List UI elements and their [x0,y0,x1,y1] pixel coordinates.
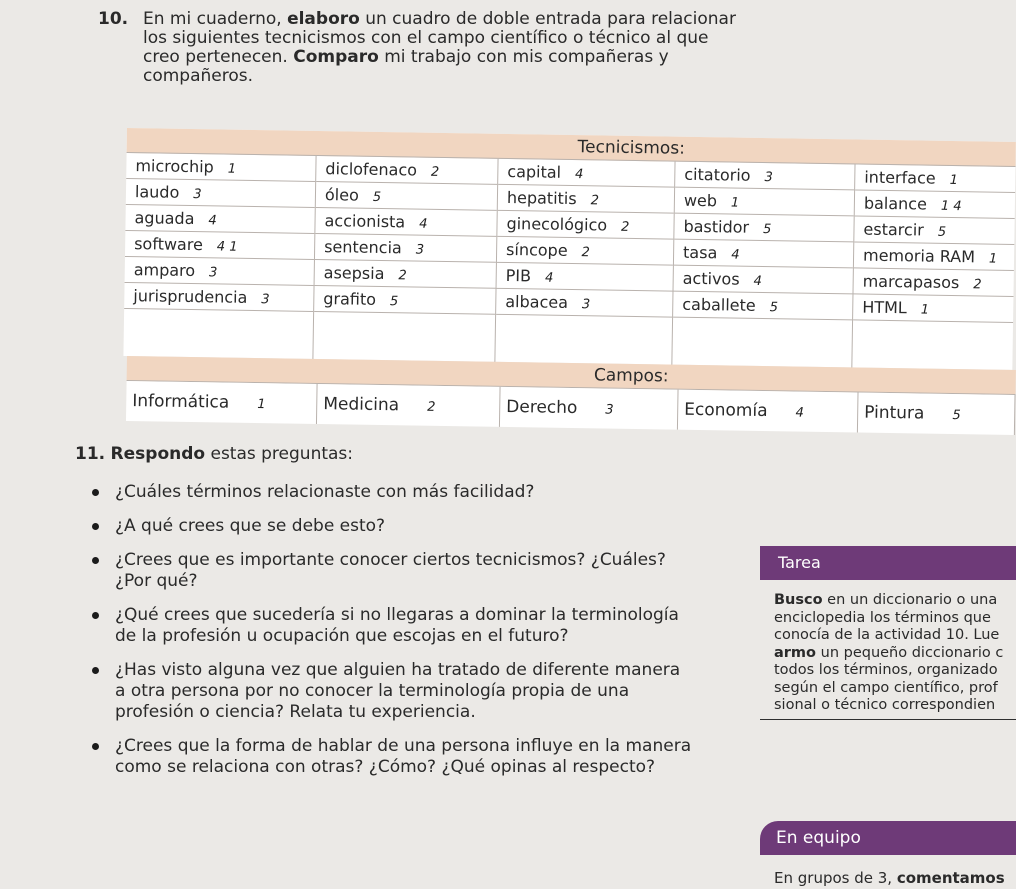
table-cell [853,294,1013,323]
handwritten-mark: 5 [762,222,772,238]
table-cell [675,188,854,217]
term-label: balance [863,193,928,214]
table-cell [853,268,1013,297]
question-number: 10. [98,9,129,29]
tecnicismos-column [852,164,1015,370]
table-cell [498,159,674,188]
handwritten-mark: 4 [753,273,762,289]
handwritten-mark: 4 [419,216,428,232]
handwritten-mark: 4 [208,213,217,229]
question-10 [98,10,738,86]
term-label: grafito [323,289,377,309]
table-cell [854,216,1014,245]
handwritten-mark: 3 [208,265,218,281]
term-label: jurisprudencia [133,286,248,307]
term-label: amparo [133,260,196,281]
handwritten-mark: 1 [227,161,237,177]
handwritten-mark: 3 [193,187,202,203]
term-label: aguada [134,208,195,229]
handwritten-mark: 2 [620,219,630,235]
table-cell [673,292,852,321]
handwritten-mark: 1 4 [940,198,962,215]
campo-label: Economía [684,399,768,422]
bullet-icon [92,667,99,674]
term-label: activos [682,268,740,289]
term-label: interface [864,167,936,188]
handwritten-mark: 2 [398,268,407,284]
en-equipo-box [760,821,1016,887]
campo-label: Derecho [506,396,578,419]
question-text: En mi cuaderno, elaboro un cuadro de doble entrada para relacionar los siguientes tecnicismos con el campo científico o técnico al que creo pertenecen. Comparo mi trabajo con mis compañeras y compañeros. [143,9,736,86]
term-label: PIB [505,265,532,286]
table-cell [855,164,1015,193]
table-cell [496,289,672,318]
term-label: sentencia [324,237,402,258]
table-cell [497,211,673,240]
table-cell [497,263,673,292]
table-cell [673,266,852,295]
question-list [75,482,695,791]
term-label: óleo [324,185,359,205]
bullet-icon [92,523,99,530]
handwritten-mark: 2 [427,399,436,415]
table-cell [674,240,853,269]
handwritten-mark: 1 [730,195,740,211]
question-11: 11. Respondo estas preguntas: [75,444,354,464]
term-label: citatorio [684,164,751,185]
handwritten-mark: 5 [769,300,779,316]
handwritten-mark: 5 [937,224,947,240]
handwritten-mark: 2 [590,193,600,209]
table-cell [125,205,314,234]
tecnicismos-column [123,153,316,360]
handwritten-mark: 2 [430,164,440,180]
bullet-icon [92,612,99,619]
bullet-icon [92,489,99,496]
term-label: capital [507,161,562,182]
tecnicismos-column [672,162,855,369]
term-label: tasa [682,242,718,263]
campo-cell [678,390,859,433]
table-cell [674,214,853,243]
handwritten-mark: 5 [952,407,961,424]
term-label: microchip [135,156,214,177]
term-label: memoria RAM [862,245,976,267]
table-cell [315,260,496,289]
table-cell [315,208,496,237]
divider [760,719,1016,720]
handwritten-mark: 5 [389,294,399,310]
campo-cell [317,384,501,427]
table-cell [498,185,674,214]
list-item: ¿Cuáles términos relacionaste con más facilidad? [75,482,695,503]
bullet-icon [92,743,99,750]
list-item: ¿Qué crees que sucedería si no llegaras a dominar la terminología de la profesión u ocupación que escojas en el futuro? [75,605,695,647]
table-cell [126,179,315,208]
tarea-text: Busco en un diccionario o una enciclopedia los términos que conocía de la actividad 10. Lue armo un pequeño diccionario c todos los términos, organizado según el campo científico, prof sional o técnico correspondien [774,592,1004,713]
campos-table [126,356,1016,442]
table-cell [675,162,854,191]
term-label: diclofenaco [325,159,418,180]
handwritten-mark: 3 [261,292,270,308]
tarea-box [760,546,1016,720]
table-cell [124,283,313,312]
campo-cell [500,387,679,430]
table-cell [315,234,496,263]
term-label: laudo [134,182,180,202]
term-label: caballete [682,294,756,315]
campo-label: Pintura [864,402,925,424]
handwritten-mark: 2 [973,277,982,293]
equipo-text: En grupos de 3, comentamos [774,869,1005,887]
handwritten-mark: 1 [920,302,930,318]
handwritten-mark: 3 [605,402,614,418]
list-item: ¿A qué crees que se debe esto? [75,516,695,537]
handwritten-mark: 4 1 [216,239,238,255]
bullet-icon [92,557,99,564]
table-cell [126,153,315,182]
campo-label: Informática [132,391,230,413]
table-cell [316,182,497,211]
tecnicismos-table [123,128,1015,370]
handwritten-mark: 1 [988,251,998,267]
list-item: ¿Crees que la forma de hablar de una persona influye en la manera como se relaciona con otras? ¿Cómo? ¿Qué opinas al respecto? [75,736,695,778]
list-item: ¿Crees que es importante conocer ciertos tecnicismos? ¿Cuáles? ¿Por qué? [75,550,695,592]
term-label: software [134,234,204,255]
term-label: síncope [505,239,568,260]
handwritten-mark: 5 [372,189,382,205]
term-label: albacea [505,291,569,312]
tecnicismos-column [495,159,675,366]
handwritten-mark: 3 [764,170,773,186]
campo-cell [126,381,318,424]
table-cell [314,286,495,315]
term-label: accionista [324,211,406,232]
term-label: marcapasos [862,271,960,293]
handwritten-mark: 4 [731,247,740,263]
term-label: asepsia [323,263,385,284]
tarea-title: Tarea [760,546,1016,580]
handwritten-mark: 1 [257,397,266,413]
term-label: ginecológico [506,213,608,235]
campos-header: Campos: [127,356,1016,395]
equipo-title: En equipo [760,821,1016,855]
handwritten-mark: 4 [574,167,584,183]
campo-cell [858,392,1016,434]
table-cell [855,190,1015,219]
handwritten-mark: 3 [581,297,591,313]
handwritten-mark: 3 [415,242,425,258]
tecnicismos-column [313,156,498,363]
campo-label: Medicina [323,394,400,416]
term-label: hepatitis [506,187,577,209]
term-label: estarcir [863,219,924,240]
table-cell [125,231,314,260]
tecnicismos-columns [123,153,1015,371]
term-label: HTML [862,297,907,318]
table-cell [316,156,497,185]
tecnicismos-header: Tecnicismos: [127,128,1016,167]
list-item: ¿Has visto alguna vez que alguien ha tratado de diferente manera a otra persona por no conocer la terminología propia de una profesión o ciencia? Relata tu experiencia. [75,660,695,723]
table-cell [854,242,1014,271]
handwritten-mark: 4 [544,270,554,286]
table-cell [125,257,314,286]
term-label: web [683,190,718,211]
table-cell [497,237,673,266]
handwritten-mark: 2 [581,245,591,261]
handwritten-mark: 1 [949,172,959,189]
handwritten-mark: 4 [795,405,804,421]
term-label: bastidor [683,216,750,237]
